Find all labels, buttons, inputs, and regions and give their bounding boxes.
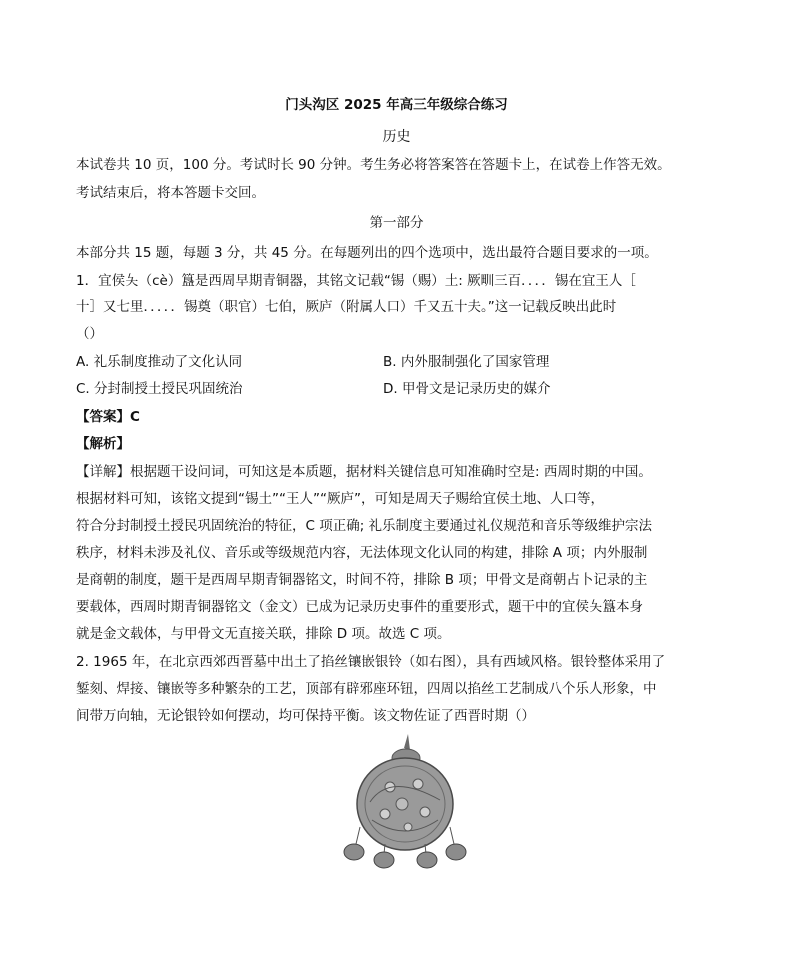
option-b: B. 内外服制强化了国家管理 (383, 354, 550, 370)
subject-title: 历史 (382, 129, 411, 145)
detail-line: 符合分封制授土授民巩固统治的特征，C 项正确; 礼乐制度主要通过礼仪规范和音乐等级维护宗法 (76, 518, 653, 534)
exam-title: 门头沟区 2025 年高三年级综合练习 (285, 97, 508, 113)
option-d: D. 甲骨文是记录历史的媒介 (383, 381, 551, 397)
option-c: C. 分封制授土授民巩固统治 (76, 381, 243, 397)
question-1-line-2: 十］又七里．．．．．锡奠（职官）七伯，厥庐（附属人口）千又五十夫。”这一记载反映出此时 (76, 299, 617, 315)
detail-line: 根据材料可知，该铭文提到“锡土”“王人”“厥庐”，可知是周天子赐给宜侯土地、人口等， (76, 491, 604, 507)
detail-line: 秩序，材料未涉及礼仪、音乐或等级规范内容，无法体现文化认同的构建，排除 A 项；内外服制 (76, 545, 648, 561)
silver-bell-image (330, 732, 480, 872)
question-2-line-3: 间带万向轴，无论银铃如何摆动，均可保持平衡。该文物佐证了西晋时期（） (76, 708, 535, 724)
answer-label: 【答案】C (76, 409, 140, 425)
part-instructions: 本部分共 15 题，每题 3 分，共 45 分。在每题列出的四个选项中，选出最符合题目要求的一项。 (76, 245, 658, 261)
part-heading: 第一部分 (369, 215, 424, 231)
intro-line-2: 考试结束后，将本答题卡交回。 (76, 185, 265, 201)
question-2-line-1: 2. 1965 年，在北京西郊西晋墓中出土了掐丝镶嵌银铃（如右图），具有西域风格。银铃整体采用了 (76, 654, 666, 670)
detail-line: 【详解】根据题干设问词，可知这是本质题，据材料关键信息可知准确时空是: 西周时期的中国。 (76, 464, 652, 480)
detail-line: 要载体，西周时期青铜器铭文（金文）已成为记录历史事件的重要形式，题干中的宜侯夨簋本身 (76, 599, 643, 615)
detail-line: 就是金文载体，与甲骨文无直接关联，排除 D 项。故选 C 项。 (76, 626, 451, 642)
option-a: A. 礼乐制度推动了文化认同 (76, 354, 243, 370)
intro-line-1: 本试卷共 10 页，100 分。考试时长 90 分钟。考生务必将答案答在答题卡上，在试卷上作答无效。 (76, 157, 671, 173)
question-2-line-2: 錾刻、焊接、镶嵌等多种繁杂的工艺，顶部有辟邪座环钮，四周以掐丝工艺制成八个乐人形象，中 (76, 681, 657, 697)
question-1-line-1: 1．宜侯夨（cè）簋是西周早期青铜器，其铭文记载“锡（赐）土: 厥甽三百．．．．锡在宜王人［ (76, 273, 636, 289)
detail-line: 是商朝的制度，题干是西周早期青铜器铭文，时间不符，排除 B 项；甲骨文是商朝占卜记录的主 (76, 572, 648, 588)
analysis-label: 【解析】 (76, 436, 130, 452)
question-1-line-3: （） (76, 326, 103, 342)
